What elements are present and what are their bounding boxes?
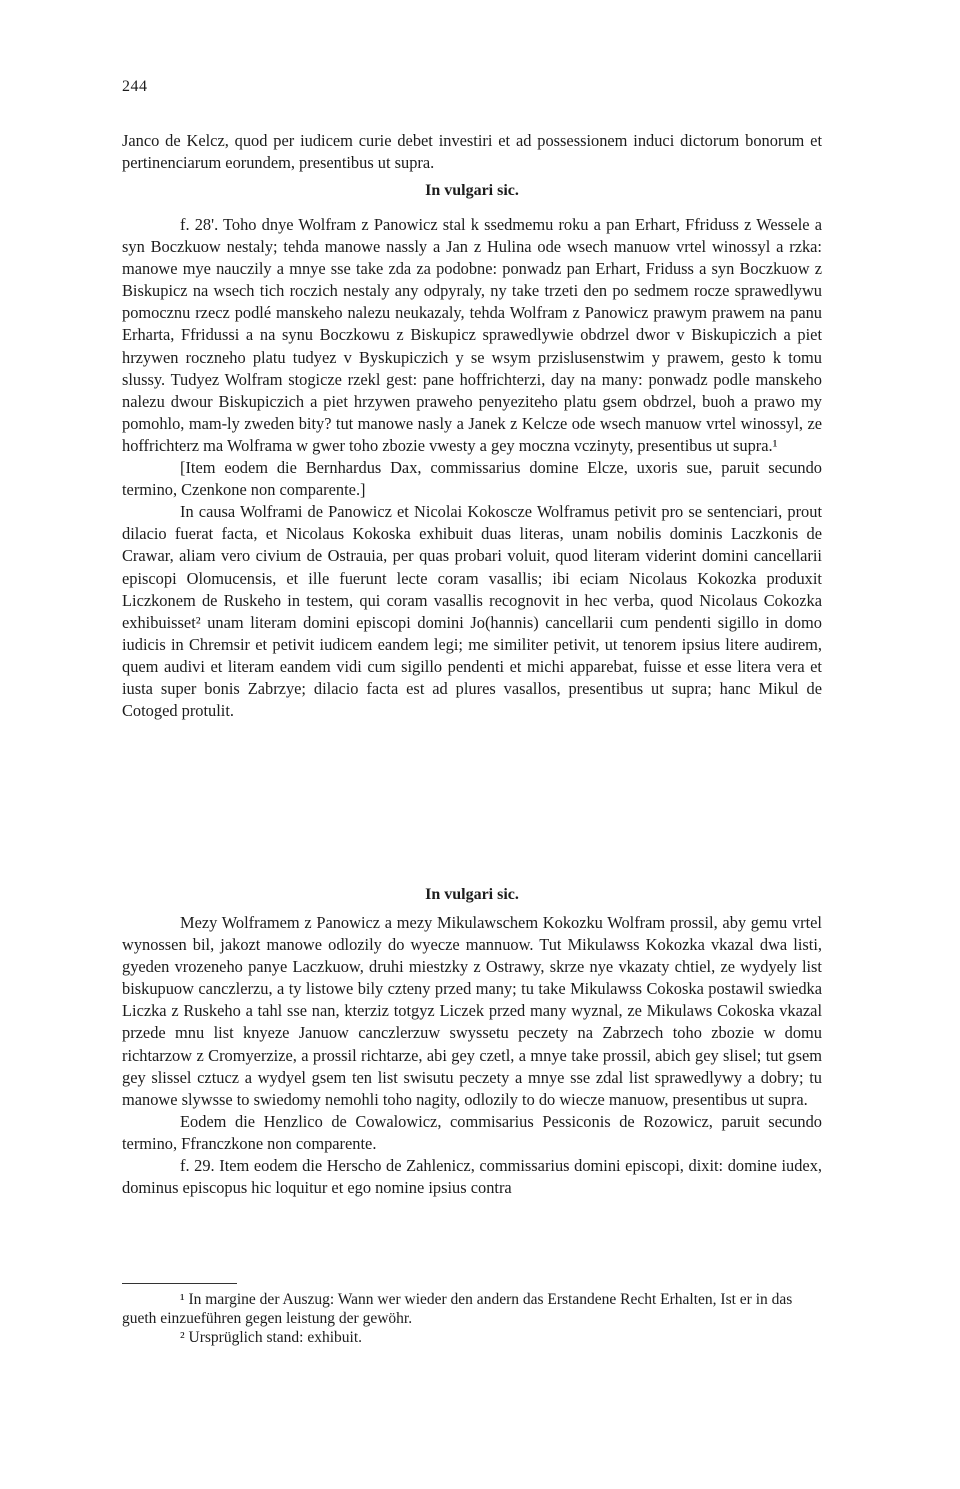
footnote: ¹ In margine der Auszug: Wann wer wieder den andern das Erstandene Recht Erhalten, Ist er in das gueth einzueführen gegen leistung der gewöhr. [122,1291,793,1327]
paragraph: Eodem die Henzlico de Cowalowicz, commisarius Pessiconis de Rozowicz, paruit secundo termino, Ffranczkone non comparente. [122,1111,822,1153]
footnote-divider [122,1283,237,1284]
page-number: 244 [122,78,148,95]
footnote: ² Ursprüglich stand: exhibuit. [180,1329,363,1346]
vulgar-section-2 [122,912,822,1199]
paragraph: f. 29. Item eodem die Herscho de Zahlenicz, commissarius domini episcopi, dixit: domine iudex, dominus episcopus hic loquitur et ego nomine ipsius contra [122,1156,822,1198]
paragraph: Janco de Kelcz, quod per iudicem curie debet investiri et ad possessionem induci dictorum bonorum et pertinenciarum eorundem, presentibus ut supra. [122,131,822,173]
paragraph: [Item eodem die Bernhardus Dax, commissarius domine Elcze, uxoris sue, paruit secundo termino, Czenkone non comparente.] [122,458,822,500]
paragraph: Mezy Wolframem z Panowicz a mezy Mikulawschem Kokozku Wolfram prossil, aby gemu vrtel wynossen bil, jakozt manowe odlozily do wyecze mannuow. Tut Mikulawss Kokozka vkazal dwa listi, gyeden vrozeneho panye Laczkuow, druhi miestzky z Ostrawy, skrze nye vkazaty chtiel, ze wydyely list biskupuow canczlerzu, a ty listowe bily czteny przed many; tu take Mikulawss Cokoska postawil swiedka Liczka z Ruskeho a tahl sse nan, kterziz totgyz Liczek przed many wyznal, ze Mikulaws Cokoska vkazal przede mnu list knyeze Januow canczlerzuw swyssetu peczety na Zabrzech toho zbozie w domu richtarzow z Cromyerzize, a prossil richtarze, abi gey czetl, a mnye take prossil, abich gey slisel; tut gsem gey slissel cztucz a wydyel gsem ten list swisutu peczety a mnye sse zdal list sprawedlywy a dobry; tu manowe slywsse to swiedomy nemohli toho nagity, odlozily to do wiecze manuow, presentibus ut supra. [122,913,822,1109]
paragraph: In causa Wolframi de Panowicz et Nicolai Kokoscze Wolframus petivit pro se sentenciari, prout dilacio fuerat facta, et Nicolaus Kokoska exhibuit duas literas, unam nobilis dominis Laczkonis de Crawar, aliam vero civium de Ostrauia, per quas probari voluit, quod literam viderint domini cancellarii episcopi Olomucensis, et ille fuerunt lecte coram vasallis; ibi eciam Nicolaus Kokozka produxit Liczkonem de Ruskeho in testem, qui coram vasallis recognovit in hec verba, quod Nicolaus Cokozka exhibuisset² unam literam domini episcopi domini Jo(hannis) cancellarii cum pendenti sigillo in domo iudicis in Chremsir et petivit iudicem eandem legi; me similiter petivit, ut tenorem ipsius litere audirem, quem audivi et literam eandem vidi cum sigillo pendenti et michi apparebat, fuisse et esse litera vera et iusta super bonis Zabrzye; dilacio facta est ad plures vasallos, presentibus ut supra; hanc Mikul de Cotoged protulit. [122,502,822,721]
section-heading: In vulgari sic. [425,886,519,903]
section-heading: In vulgari sic. [425,182,519,199]
vulgar-section-1 [122,214,822,722]
footnotes [122,1290,822,1347]
paragraph: f. 28'. Toho dnye Wolfram z Panowicz stal k ssedmemu roku a pan Erhart, Ffriduss z Wessele a syn Boczkuow nestaly; tehda manowe nassly a Jan z Hulina ode wsech manuow vrtel winossyl a rzka: manowe mye nauczily a mnye sse take zda za podobne: ponwadz pan Erhart, Friduss a syn Boczkuow z Biskupicz na wsech tich roczich nestaly any odpyraly, ny take trzeti den po sedmem rocze sprawedlywu pomocznu rzecz podlé manskeho nalezu neukazaly, tehda Wolfram z Panowicz prawym prawem na panu Erharta, Ffridussi a na synu Boczkowu z Biskupicz sprawedlywie obdrzel dwor v Biskupiczich a piet hrzywen roczneho platu tudyez v Byskupiczich y se wsym przislusenstwim y prawem, gesto k tomu slussy. Tudyez Wolfram stogicze rzekl gest: pane hoffrichterzi, day na many: ponwadz podle manskeho nalezu dwour Biskupiczich a piet hrzywen praweho penyeziteho platu gsem obdrzel, buoh a prawo my pomohlo, mam-ly zweden bity? tut manowe nasly a Janek z Kelcze ode wsech manuow vrtel winossyl, ze hoffrichterz ma Wolframa w gwer toho zbozie vwesty a gey moczna vczinyty, presentibus ut supra.¹ [122,215,822,455]
intro-paragraphs [122,130,822,174]
